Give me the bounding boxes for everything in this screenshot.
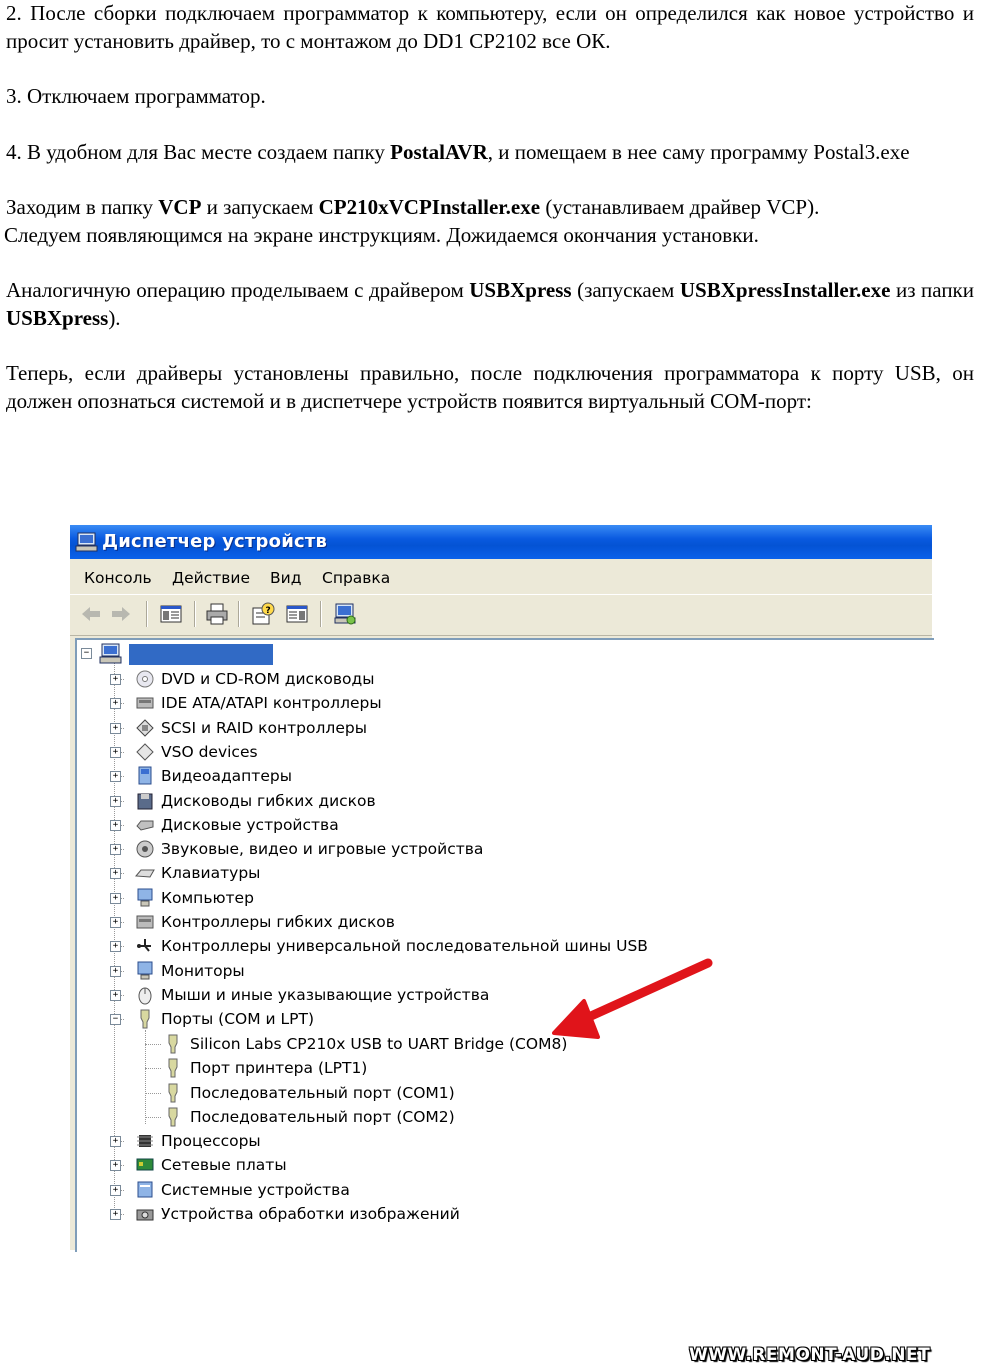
action-pane-icon[interactable] bbox=[284, 601, 310, 627]
paragraph-step-3: 3. Отключаем программатор. bbox=[6, 84, 266, 108]
usb-device-icon bbox=[135, 935, 155, 957]
console-tree-icon[interactable] bbox=[158, 601, 184, 627]
expand-toggle[interactable]: + bbox=[110, 674, 121, 685]
tree-category[interactable] bbox=[77, 692, 677, 714]
folder-name-postalavr: PostalAVR bbox=[390, 139, 488, 164]
menu-help[interactable]: Справка bbox=[322, 569, 391, 587]
port-device-label: Порт принтера (LPT1) bbox=[190, 1059, 368, 1078]
tree-category[interactable] bbox=[77, 1179, 677, 1201]
paragraph-usbxpress: Аналогичную операцию проделываем с драйвером USBXpress (запускаем USBXpressInstaller.exe из папки USBXpress). bbox=[6, 278, 974, 330]
tree-category[interactable] bbox=[77, 862, 677, 884]
expand-toggle[interactable]: + bbox=[110, 1185, 121, 1196]
collapse-toggle[interactable]: − bbox=[81, 648, 92, 659]
expand-toggle[interactable]: + bbox=[110, 893, 121, 904]
menu-bar bbox=[70, 561, 932, 593]
category-label: Контроллеры универсальной последовательной шины USB bbox=[161, 937, 648, 956]
floppy-device-icon bbox=[135, 790, 155, 812]
expand-toggle[interactable]: + bbox=[110, 844, 121, 855]
collapse-toggle[interactable]: − bbox=[110, 1014, 121, 1025]
paragraph-step-2: 2. После сборки подключаем программатор к компьютеру, если он определился как новое устройство и просит установить драйвер, то с монтажом до DD1 CP2102 все ОК. bbox=[6, 1, 974, 53]
port-device-item[interactable] bbox=[77, 1057, 597, 1079]
expand-toggle[interactable]: + bbox=[110, 698, 121, 709]
red-arrow-annotation bbox=[540, 955, 720, 1055]
expand-toggle[interactable]: + bbox=[110, 1209, 121, 1220]
tree-category[interactable] bbox=[77, 1130, 677, 1152]
port-connector-icon bbox=[163, 1033, 183, 1055]
tree-root-computer[interactable] bbox=[77, 643, 337, 665]
expand-toggle[interactable]: + bbox=[110, 771, 121, 782]
tree-category[interactable] bbox=[77, 1154, 677, 1176]
svg-text:?: ? bbox=[265, 606, 271, 616]
tree-category[interactable] bbox=[77, 790, 677, 812]
expand-toggle[interactable]: + bbox=[110, 917, 121, 928]
selected-computer-name[interactable] bbox=[129, 644, 273, 665]
expand-toggle[interactable]: + bbox=[110, 796, 121, 807]
category-label: DVD и CD-ROM дисководы bbox=[161, 670, 375, 688]
toolbar-separator bbox=[238, 601, 240, 627]
tree-category[interactable] bbox=[77, 935, 677, 957]
menu-console[interactable]: Консоль bbox=[84, 569, 152, 587]
back-arrow-icon[interactable] bbox=[78, 601, 104, 627]
menu-view[interactable]: Вид bbox=[270, 569, 302, 587]
category-label: Контроллеры гибких дисков bbox=[161, 913, 395, 931]
print-icon[interactable] bbox=[204, 601, 230, 627]
keyboard-device-icon bbox=[135, 862, 155, 884]
category-label: Системные устройства bbox=[161, 1180, 350, 1199]
port-connector-icon bbox=[163, 1082, 183, 1104]
window-title: Диспетчер устройств bbox=[102, 531, 328, 552]
scsi-device-icon bbox=[135, 717, 155, 739]
paragraph-vcp-instructions: Следуем появляющимся на экране инструкциям. Дожидаемся окончания установки. bbox=[4, 222, 759, 247]
ide-device-icon bbox=[135, 692, 155, 714]
expand-toggle[interactable]: + bbox=[110, 941, 121, 952]
tree-category[interactable] bbox=[77, 887, 677, 909]
port-connector-icon bbox=[135, 1008, 155, 1030]
expand-toggle[interactable]: + bbox=[110, 1136, 121, 1147]
tree-category[interactable] bbox=[77, 814, 677, 836]
category-label: Мыши и иные указывающие устройства bbox=[161, 985, 490, 1004]
category-label: IDE ATA/ATAPI контроллеры bbox=[161, 694, 382, 713]
category-label: VSO devices bbox=[161, 742, 258, 761]
mouse-device-icon bbox=[135, 984, 155, 1006]
tree-category-ports[interactable] bbox=[77, 1008, 477, 1030]
category-label: Сетевые платы bbox=[161, 1156, 287, 1175]
category-label: Мониторы bbox=[161, 961, 245, 980]
category-label: Процессоры bbox=[161, 1132, 261, 1150]
paragraph-vcp: Заходим в папку VCP и запускаем CP210xVCPInstaller.exe (устанавливаем драйвер VCP). bbox=[6, 195, 820, 219]
category-label: Порты (COM и LPT) bbox=[161, 1010, 315, 1028]
port-connector-icon bbox=[163, 1106, 183, 1128]
device-tree bbox=[75, 638, 934, 1365]
forward-arrow-icon[interactable] bbox=[108, 601, 134, 627]
category-label: Видеоадаптеры bbox=[161, 767, 292, 786]
watermark: WWW.REMONT-AUD.NET bbox=[689, 1345, 931, 1365]
category-label: Звуковые, видео и игровые устройства bbox=[161, 840, 484, 859]
expand-toggle[interactable]: + bbox=[110, 868, 121, 879]
tree-category[interactable] bbox=[77, 765, 677, 787]
computer-device-icon bbox=[135, 887, 155, 909]
tree-category[interactable] bbox=[77, 838, 677, 860]
cpu-device-icon bbox=[135, 1130, 155, 1152]
vso-device-icon bbox=[135, 741, 155, 763]
category-label: Компьютер bbox=[161, 888, 254, 907]
category-label: Клавиатуры bbox=[161, 864, 261, 883]
expand-toggle[interactable]: + bbox=[110, 723, 121, 734]
system-device-icon bbox=[135, 1179, 155, 1201]
dvd-device-icon bbox=[135, 668, 155, 690]
imaging-device-icon bbox=[135, 1203, 155, 1225]
port-device-item[interactable] bbox=[77, 1106, 597, 1128]
toolbar-separator bbox=[146, 601, 148, 627]
disk-device-icon bbox=[135, 814, 155, 836]
expand-toggle[interactable]: + bbox=[110, 1160, 121, 1171]
expand-toggle[interactable]: + bbox=[110, 990, 121, 1001]
tree-category[interactable] bbox=[77, 717, 677, 739]
scan-hardware-icon[interactable] bbox=[332, 601, 358, 627]
paragraph-com-port: Теперь, если драйверы установлены правильно, после подключения программатора к порту USB, он должен опознаться системой и в диспетчере устройств появится виртуальный COM-порт: bbox=[6, 361, 974, 413]
port-connector-icon bbox=[163, 1057, 183, 1079]
computer-icon bbox=[76, 532, 98, 552]
sound-device-icon bbox=[135, 838, 155, 860]
port-device-item[interactable] bbox=[77, 1033, 597, 1055]
properties-help-icon[interactable] bbox=[250, 601, 276, 627]
expand-toggle[interactable]: + bbox=[110, 820, 121, 831]
category-label: SCSI и RAID контроллеры bbox=[161, 718, 367, 737]
monitor-device-icon bbox=[135, 960, 155, 982]
computer-icon bbox=[99, 643, 123, 665]
port-device-label: Silicon Labs CP210x USB to UART Bridge (COM8) bbox=[190, 1035, 568, 1053]
net-device-icon bbox=[135, 1154, 155, 1176]
toolbar-separator bbox=[320, 601, 322, 627]
toolbar-separator bbox=[194, 601, 196, 627]
tree-category[interactable] bbox=[77, 741, 677, 763]
paragraph-step-4: 4. В удобном для Вас месте создаем папку PostalAVR, и помещаем в нее саму программу Postal3.exe bbox=[6, 139, 910, 164]
fdc-device-icon bbox=[135, 911, 155, 933]
menu-action[interactable]: Действие bbox=[172, 569, 251, 587]
document-text bbox=[6, 0, 974, 415]
tree-category[interactable] bbox=[77, 1203, 677, 1225]
expand-toggle[interactable]: + bbox=[110, 966, 121, 977]
expand-toggle[interactable]: + bbox=[110, 747, 121, 758]
device-manager-window bbox=[70, 525, 932, 1365]
title-bar[interactable] bbox=[70, 525, 932, 559]
port-device-item[interactable] bbox=[77, 1082, 597, 1104]
port-device-label: Последовательный порт (COM1) bbox=[190, 1083, 455, 1102]
toolbar bbox=[70, 594, 932, 636]
port-device-label: Последовательный порт (COM2) bbox=[190, 1107, 455, 1126]
category-label: Дисковые устройства bbox=[161, 815, 339, 834]
tree-category[interactable] bbox=[77, 668, 677, 690]
category-label: Устройства обработки изображений bbox=[161, 1204, 460, 1223]
video-device-icon bbox=[135, 765, 155, 787]
tree-category[interactable] bbox=[77, 911, 677, 933]
category-label: Дисководы гибких дисков bbox=[161, 791, 376, 810]
